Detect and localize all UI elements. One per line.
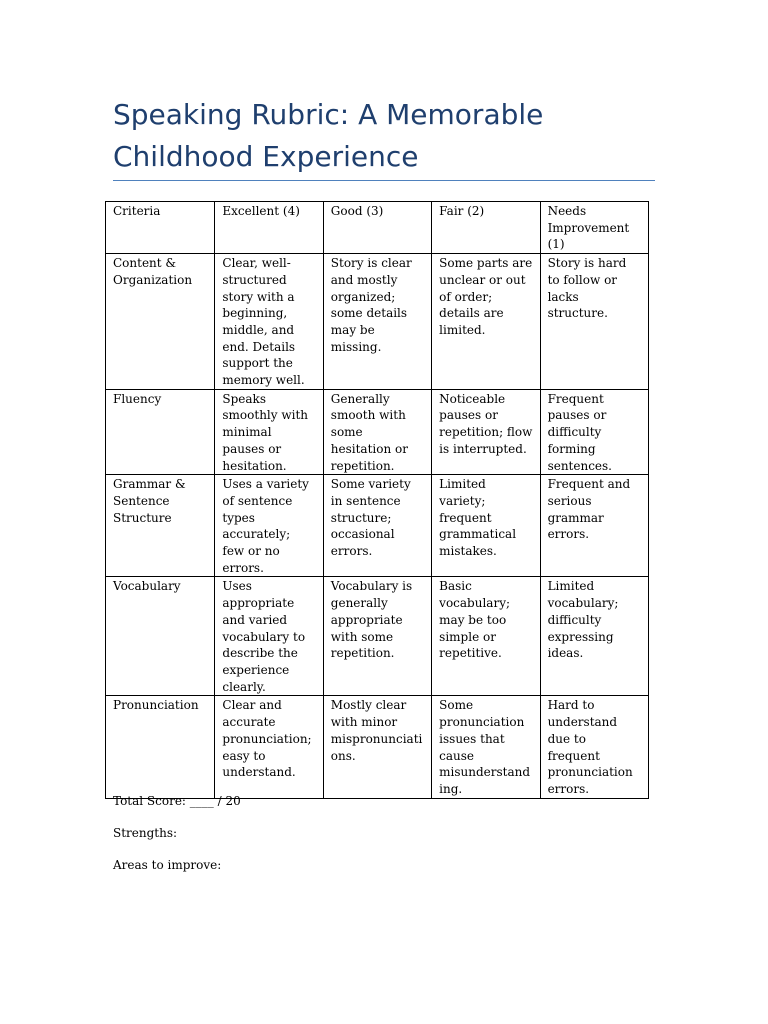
criteria-cell: Grammar & Sentence Structure	[106, 475, 215, 577]
needs-improvement-cell: Limited vocabulary; difficulty expressing ideas.	[540, 577, 648, 696]
page-title: Speaking Rubric: A Memorable Childhood Experience	[113, 98, 544, 173]
strengths-label: Strengths:	[113, 826, 178, 840]
header-excellent: Excellent (4)	[215, 202, 323, 254]
table-row	[106, 475, 649, 577]
excellent-cell: Speaks smoothly with minimal pauses or hesitation.	[215, 389, 323, 475]
header-good: Good (3)	[323, 202, 431, 254]
needs-improvement-cell: Hard to understand due to frequent pronunciation errors.	[540, 696, 648, 798]
good-cell: Some variety in sentence structure; occasional errors.	[323, 475, 431, 577]
excellent-cell: Uses a variety of sentence types accurately; few or no errors.	[215, 475, 323, 577]
total-score-line: Total Score: ____ / 20	[113, 794, 241, 808]
table-row	[106, 389, 649, 475]
fair-cell: Noticeable pauses or repetition; flow is interrupted.	[432, 389, 540, 475]
excellent-cell: Uses appropriate and varied vocabulary to describe the experience clearly.	[215, 577, 323, 696]
fair-cell: Some pronunciation issues that cause misunderstanding.	[432, 696, 540, 798]
table-row	[106, 696, 649, 798]
good-cell: Vocabulary is generally appropriate with some repetition.	[323, 577, 431, 696]
criteria-cell: Vocabulary	[106, 577, 215, 696]
rubric-table	[105, 201, 649, 799]
criteria-cell: Fluency	[106, 389, 215, 475]
table-row	[106, 254, 649, 390]
header-needs-improvement: Needs Improvement (1)	[540, 202, 648, 254]
table-row	[106, 577, 649, 696]
header-criteria: Criteria	[106, 202, 215, 254]
needs-improvement-cell: Frequent and serious grammar errors.	[540, 475, 648, 577]
needs-improvement-cell: Frequent pauses or difficulty forming sentences.	[540, 389, 648, 475]
title-underline	[113, 180, 655, 181]
criteria-cell: Pronunciation	[106, 696, 215, 798]
excellent-cell: Clear and accurate pronunciation; easy to understand.	[215, 696, 323, 798]
good-cell: Mostly clear with minor mispronunciations.	[323, 696, 431, 798]
criteria-cell: Content & Organization	[106, 254, 215, 390]
fair-cell: Basic vocabulary; may be too simple or repetitive.	[432, 577, 540, 696]
excellent-cell: Clear, well-structured story with a beginning, middle, and end. Details support the memory well.	[215, 254, 323, 390]
header-fair: Fair (2)	[432, 202, 540, 254]
fair-cell: Limited variety; frequent grammatical mistakes.	[432, 475, 540, 577]
good-cell: Story is clear and mostly organized; some details may be missing.	[323, 254, 431, 390]
table-header-row	[106, 202, 649, 254]
needs-improvement-cell: Story is hard to follow or lacks structure.	[540, 254, 648, 390]
areas-to-improve-label: Areas to improve:	[113, 858, 222, 872]
fair-cell: Some parts are unclear or out of order; details are limited.	[432, 254, 540, 390]
good-cell: Generally smooth with some hesitation or repetition.	[323, 389, 431, 475]
